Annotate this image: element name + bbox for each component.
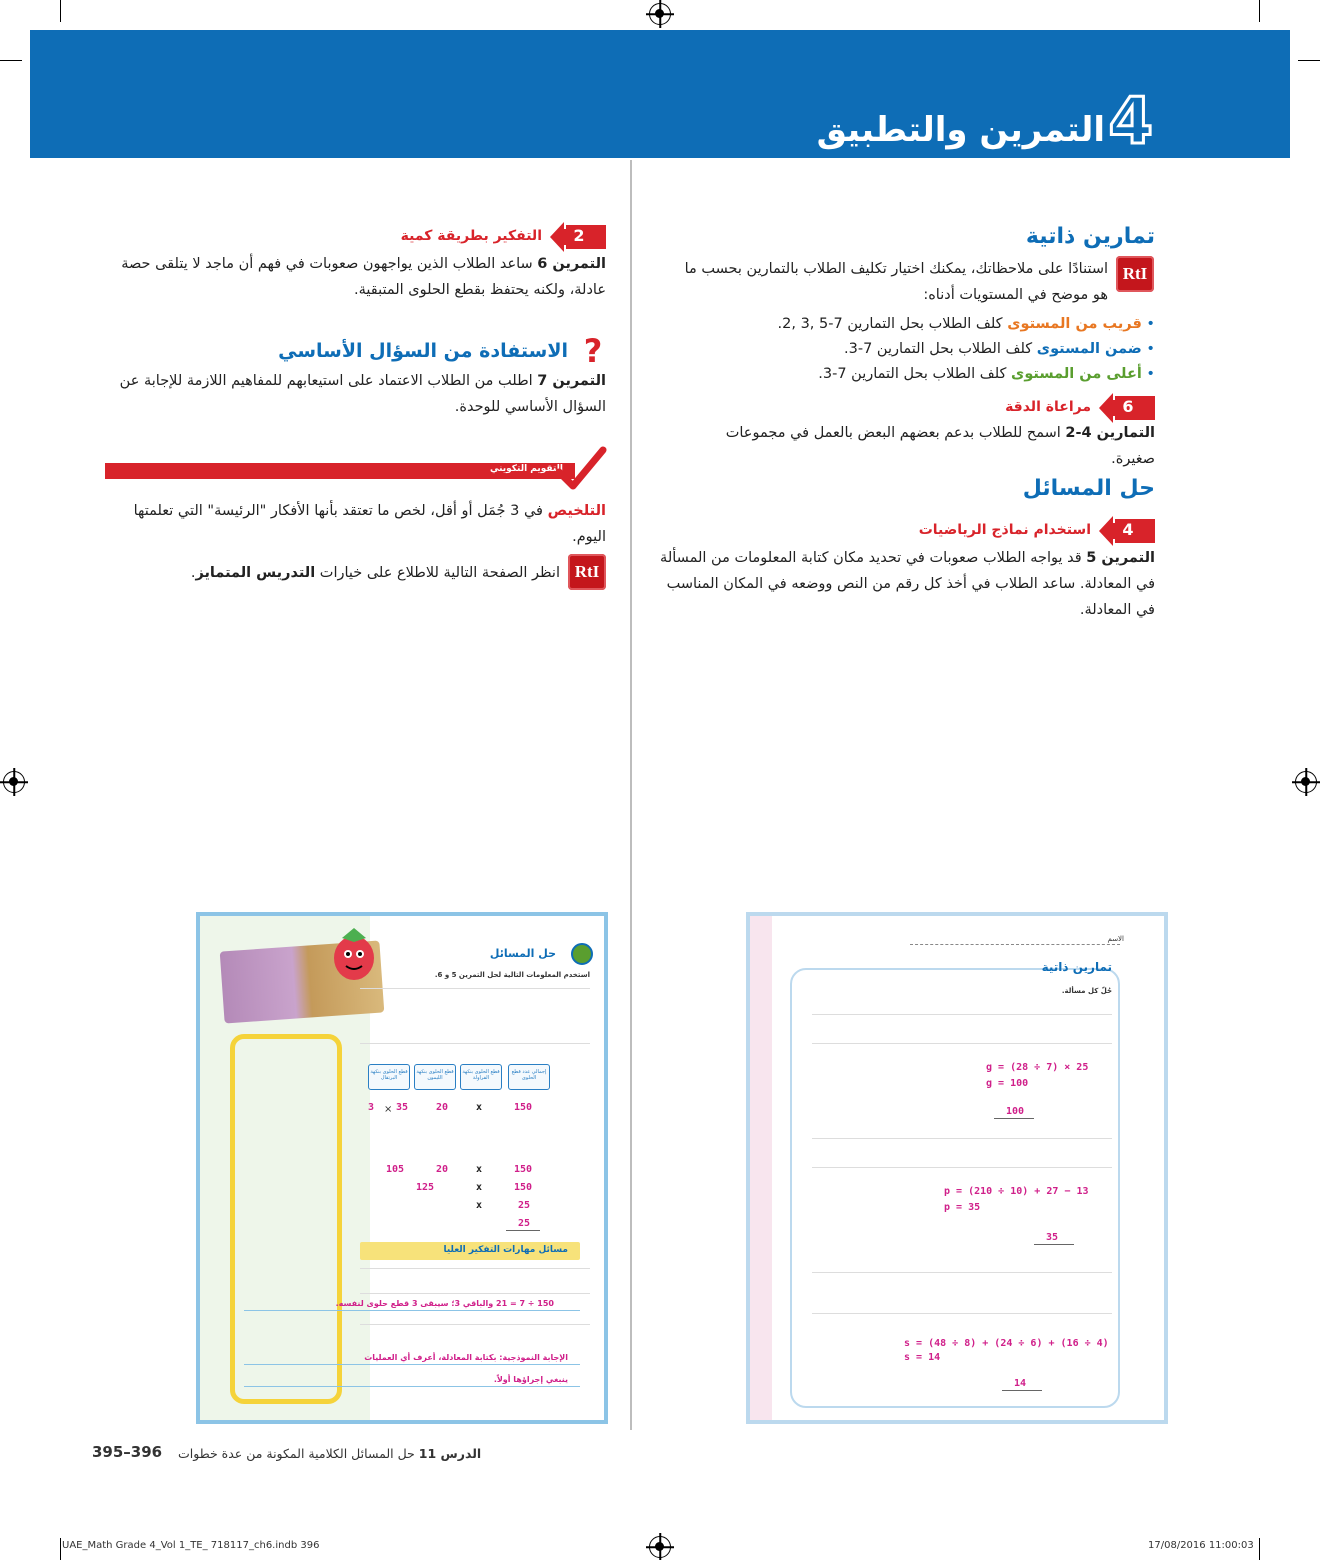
level-item: • قريب من المستوى كلف الطلاب بحل التمارين 7-5 ,3 ,2. bbox=[655, 312, 1155, 337]
crop-mark bbox=[1259, 1538, 1260, 1560]
rti-icon: RtI bbox=[568, 554, 606, 590]
badge-number: 2 bbox=[573, 226, 585, 245]
problem-text-lines bbox=[360, 988, 590, 1044]
file-slug: UAE_Math Grade 4_Vol 1_TE_ 718117_ch6.indb 396 bbox=[62, 1540, 320, 1551]
equation: g = (28 ÷ 7) × 25 bbox=[986, 1062, 1089, 1073]
badge-label: مراعاة الدقة bbox=[1005, 399, 1091, 415]
answer: 14 bbox=[1014, 1378, 1027, 1389]
exercise-5-note: التمرين 5 قد يواجه الطلاب صعوبات في تحديد مكان كتابة المعلومات من المسألة في المعادلة. ساعد الطلاب في أخذ كل رقم من النص ووضعه في المكان المناسب في المعادلة. bbox=[660, 550, 1155, 618]
answer: 35 bbox=[1046, 1232, 1059, 1243]
rti-icon: RtI bbox=[1116, 256, 1154, 292]
answer-7-line2: ينبغي إجراؤها أولاً. bbox=[493, 1375, 568, 1384]
hots-title: مسائل مهارات التفكير العليا bbox=[443, 1245, 568, 1255]
crop-mark bbox=[1259, 0, 1260, 22]
equation-value: 105 bbox=[386, 1164, 405, 1175]
level-item: • ضمن المستوى كلف الطلاب بحل التمارين 7-3. bbox=[655, 337, 1155, 362]
timestamp-slug: 17/08/2016 11:00:03 bbox=[1148, 1540, 1254, 1551]
globe-icon bbox=[570, 942, 594, 966]
exercise-6-note: التمرين 6 ساعد الطلاب الذين يواجهون صعوبات في فهم أن ماجد لا يتلقى حصة عادلة، ولكنه يحتفظ بقطع الحلوى المتبقية. bbox=[121, 256, 606, 298]
registration-mark-icon bbox=[649, 3, 671, 25]
crop-mark bbox=[0, 60, 22, 61]
essential-question-icon bbox=[578, 334, 608, 368]
equation: p = 35 bbox=[944, 1202, 981, 1213]
page-numbers: 395–396 bbox=[92, 1443, 163, 1461]
crop-mark bbox=[60, 1538, 61, 1560]
practice-badge-6 bbox=[855, 393, 1155, 423]
worksheet-title: تمارين ذاتية bbox=[1041, 960, 1112, 974]
crop-mark bbox=[60, 0, 61, 22]
model-box: قطع الحلوى بنكهة البرتقال bbox=[368, 1064, 410, 1090]
strawberry-mascot-icon bbox=[328, 924, 380, 982]
equation-value: 25 bbox=[518, 1200, 531, 1211]
badge-number: 6 bbox=[1122, 397, 1134, 416]
name-label: الاسم bbox=[1107, 935, 1124, 943]
equation-value: 150 bbox=[514, 1164, 533, 1175]
problem-text-lines bbox=[812, 1272, 1112, 1314]
equation-value: 150 bbox=[514, 1182, 533, 1193]
equation-value: 150 bbox=[514, 1102, 533, 1113]
registration-mark-icon bbox=[649, 1536, 671, 1558]
equation-variable: x bbox=[476, 1182, 483, 1193]
equation: s = 14 bbox=[904, 1352, 941, 1363]
equation: p = (210 ÷ 10) + 27 − 13 bbox=[944, 1186, 1089, 1197]
equation-variable: x bbox=[476, 1164, 483, 1175]
badge-number: 4 bbox=[1122, 520, 1134, 539]
problem-text-lines bbox=[360, 1268, 590, 1294]
problem-text-lines bbox=[360, 1324, 590, 1344]
worksheet-thumbnail-problem-solving bbox=[196, 912, 608, 1424]
rti-differentiated-note: انظر الصفحة التالية للاطلاع على خيارات التدريس المتمايز. bbox=[190, 565, 560, 581]
column-divider bbox=[630, 160, 632, 1430]
chapter-header bbox=[30, 30, 1290, 158]
model-box: إجمالي عدد قطع الحلوى bbox=[508, 1064, 550, 1090]
exercise-2-4-note: التمارين 4-2 اسمح للطلاب بدعم بعضهم البعض بالعمل في مجموعات صغيرة. bbox=[725, 425, 1155, 467]
equation-value: 125 bbox=[416, 1182, 435, 1193]
worksheet-instruction: حُلّ كل مسألة. bbox=[1061, 987, 1112, 995]
chapter-number: 4 bbox=[1108, 85, 1153, 159]
yellow-frame bbox=[230, 1034, 342, 1404]
equation-variable: x bbox=[476, 1102, 483, 1113]
lesson-footer: الدرس 11 حل المسائل الكلامية المكونة من عدة خطوات bbox=[178, 1446, 482, 1461]
equation-value: 20 bbox=[436, 1102, 449, 1113]
equation-value: 20 bbox=[436, 1164, 449, 1175]
problem-solving-title: حل المسائل bbox=[1022, 476, 1155, 501]
self-practice-intro: استنادًا على ملاحظاتك، يمكنك اختيار تكليف الطلاب بالتمارين بحسب ما هو موضح في المستويات أدناه: bbox=[684, 261, 1108, 303]
worksheet-title: حل المسائل bbox=[489, 947, 556, 960]
worksheet-thumbnail-self-practice bbox=[746, 912, 1168, 1424]
times-sign: × bbox=[384, 1104, 393, 1115]
equation: s = (48 ÷ 8) + (24 ÷ 6) + (16 ÷ 4) bbox=[904, 1338, 1109, 1349]
answer: 100 bbox=[1006, 1106, 1025, 1117]
registration-mark-icon bbox=[1295, 771, 1317, 793]
equation-value: 35 bbox=[396, 1102, 409, 1113]
equation-variable: x bbox=[476, 1200, 483, 1211]
equation: g = 100 bbox=[986, 1078, 1029, 1089]
badge-label: التفكير بطريقة كمية bbox=[400, 228, 542, 244]
exercise-7-note: التمرين 7 اطلب من الطلاب الاعتماد على استيعابهم للمفاهيم اللازمة للإجابة عن السؤال الأساسي للوحدة. bbox=[119, 373, 606, 415]
level-item: • أعلى من المستوى كلف الطلاب بحل التمارين 7-3. bbox=[655, 362, 1155, 387]
formative-assessment-bar: التقويم التكويني bbox=[105, 463, 575, 479]
registration-mark-icon bbox=[3, 771, 25, 793]
self-practice-title: تمارين ذاتية bbox=[1025, 224, 1155, 249]
problem-text-lines bbox=[812, 1138, 1112, 1168]
problem-text-lines bbox=[812, 1014, 1112, 1044]
badge-label: استخدام نماذج الرياضيات bbox=[918, 522, 1091, 538]
equation-value: 3 bbox=[368, 1102, 375, 1113]
page-title: التمرين والتطبيق bbox=[816, 110, 1105, 150]
level-list bbox=[655, 312, 1155, 387]
model-box: قطع الحلوى بنكهة الليمون bbox=[414, 1064, 456, 1090]
answer-6: 150 ÷ 7 = 21 والباقي 3؛ سيبقى 3 قطع حلوى لنفسه. bbox=[335, 1299, 554, 1308]
practice-badge-4 bbox=[855, 516, 1155, 546]
summary-note: التلخيص في 3 جُمَل أو أقل، لخص ما تعتقد بأنها الأفكار "الرئيسة" التي تعلمتها اليوم. bbox=[133, 503, 606, 545]
checkmark-icon bbox=[555, 446, 607, 490]
model-box: قطع الحلوى بنكهة الفراولة bbox=[460, 1064, 502, 1090]
essential-question-title: الاستفادة من السؤال الأساسي bbox=[278, 340, 568, 362]
answer: 25 bbox=[518, 1218, 531, 1229]
practice-badge-2 bbox=[306, 222, 606, 252]
worksheet-instruction: استخدم المعلومات التالية لحل التمرين 5 و 6. bbox=[434, 971, 590, 979]
crop-mark bbox=[1298, 60, 1320, 61]
svg-text:?: ? bbox=[583, 334, 603, 368]
answer-7-line1: الإجابة النموذجية: بكتابة المعادلة، أعرف أي العمليات bbox=[364, 1353, 568, 1362]
